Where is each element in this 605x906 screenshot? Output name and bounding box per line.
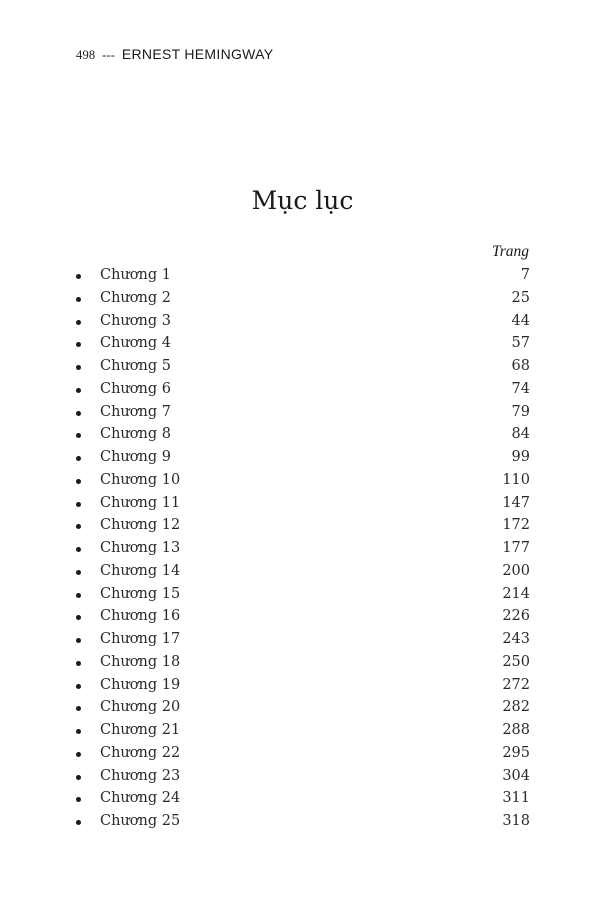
toc-entry-page: 74 <box>511 380 530 397</box>
toc-entry-page: 79 <box>511 403 530 420</box>
toc-entry-page: 68 <box>511 358 530 374</box>
bullet-icon <box>76 320 81 325</box>
bullet-icon <box>76 297 81 302</box>
toc-entry-label: Chương 4 <box>100 335 171 352</box>
toc-entry-label: Chương 20 <box>100 699 181 716</box>
bullet-icon <box>76 433 81 438</box>
toc-entry-label: Chương 18 <box>100 653 181 670</box>
running-head <box>76 46 273 64</box>
bullet-icon <box>76 775 81 780</box>
toc-entry[interactable] <box>76 674 530 697</box>
toc-entry[interactable] <box>76 514 530 537</box>
toc-entry[interactable] <box>76 355 530 378</box>
bullet-icon <box>76 524 81 529</box>
toc-entry[interactable] <box>76 378 530 401</box>
bullet-icon <box>76 615 81 620</box>
toc-title: Mục lục <box>251 186 354 215</box>
toc-entry-label: Chương 15 <box>100 585 181 602</box>
toc-entry[interactable] <box>76 310 530 333</box>
bullet-icon <box>76 729 81 734</box>
toc-entry-page: 200 <box>502 562 530 579</box>
bullet-icon <box>76 593 81 598</box>
bullet-icon <box>76 684 81 689</box>
toc-entry-label: Chương 14 <box>100 562 181 579</box>
toc-entry[interactable] <box>76 651 530 674</box>
toc-entry-page: 172 <box>502 517 530 534</box>
toc-entry-label: Chương 1 <box>100 267 171 283</box>
toc-entry-page: 57 <box>511 335 530 352</box>
toc-entry[interactable] <box>76 401 530 424</box>
bullet-icon <box>76 706 81 711</box>
toc-entry[interactable] <box>76 742 530 765</box>
toc-entry[interactable] <box>76 537 530 560</box>
toc-entry[interactable] <box>76 492 530 515</box>
toc-entry[interactable] <box>76 332 530 355</box>
toc-entry[interactable] <box>76 264 530 287</box>
toc-entry-page: 282 <box>502 699 530 716</box>
toc-entry-page: 25 <box>511 289 530 306</box>
toc-entry-page: 147 <box>502 494 530 511</box>
toc-entry-label: Chương 21 <box>100 722 181 738</box>
toc-entry-page: 44 <box>511 312 530 329</box>
bullet-icon <box>76 411 81 416</box>
toc-entry-label: Chương 11 <box>100 494 181 511</box>
toc-entry-page: 272 <box>502 676 530 693</box>
toc-entry-label: Chương 22 <box>100 744 181 761</box>
toc-entry-page: 177 <box>502 540 530 556</box>
toc-entry-page: 304 <box>502 767 530 784</box>
toc-entry-page: 84 <box>511 426 530 443</box>
bullet-icon <box>76 752 81 757</box>
toc-entry[interactable] <box>76 446 530 469</box>
toc-entry-label: Chương 10 <box>100 471 181 488</box>
toc-entry-page: 243 <box>502 631 530 647</box>
toc-entry[interactable] <box>76 696 530 719</box>
page-number: 498 <box>76 48 96 62</box>
toc-entry-page: 288 <box>502 722 530 738</box>
bullet-icon <box>76 820 81 825</box>
bullet-icon <box>76 479 81 484</box>
toc-entry[interactable] <box>76 605 530 628</box>
bullet-icon <box>76 456 81 461</box>
toc-entry-label: Chương 5 <box>100 358 171 374</box>
toc-entry-label: Chương 16 <box>100 608 181 625</box>
bullet-icon <box>76 342 81 347</box>
toc-entry-label: Chương 8 <box>100 426 171 443</box>
bullet-icon <box>76 365 81 370</box>
toc-entry-label: Chương 23 <box>100 767 181 784</box>
bullet-icon <box>76 502 81 507</box>
toc-entry-page: 99 <box>511 449 530 465</box>
bullet-icon <box>76 274 81 279</box>
toc-entry-label: Chương 13 <box>100 540 181 556</box>
toc-entry[interactable] <box>76 423 530 446</box>
toc-entry-page: 250 <box>502 653 530 670</box>
toc-list <box>76 264 530 833</box>
toc-entry-label: Chương 9 <box>100 449 171 465</box>
toc-entry-label: Chương 17 <box>100 631 181 647</box>
toc-entry-page: 7 <box>520 267 530 283</box>
bullet-icon <box>76 661 81 666</box>
toc-entry[interactable] <box>76 765 530 788</box>
toc-entry[interactable] <box>76 560 530 583</box>
toc-entry-label: Chương 25 <box>100 813 181 829</box>
author-name: ERNEST HEMINGWAY <box>121 46 274 62</box>
toc-entry[interactable] <box>76 628 530 651</box>
toc-entry-page: 318 <box>502 813 530 829</box>
toc-entry[interactable] <box>76 719 530 742</box>
bullet-icon <box>76 547 81 552</box>
toc-entry-label: Chương 12 <box>100 517 181 534</box>
bullet-icon <box>76 388 81 393</box>
toc-entry-label: Chương 6 <box>100 380 171 397</box>
bullet-icon <box>76 638 81 643</box>
toc-entry-label: Chương 2 <box>100 289 171 306</box>
toc-entry-label: Chương 7 <box>100 403 171 420</box>
toc-entry-label: Chương 19 <box>100 676 181 693</box>
bullet-icon <box>76 797 81 802</box>
page-column-label: Trang <box>491 243 529 260</box>
toc-entry-page: 311 <box>502 790 530 807</box>
toc-entry[interactable] <box>76 469 530 492</box>
toc-entry-page: 214 <box>502 585 530 602</box>
toc-entry[interactable] <box>76 810 530 833</box>
toc-entry-label: Chương 3 <box>100 312 171 329</box>
toc-entry[interactable] <box>76 287 530 310</box>
toc-entry-page: 110 <box>502 471 530 488</box>
toc-entry-page: 226 <box>502 608 530 625</box>
bullet-icon <box>76 570 81 575</box>
toc-entry[interactable] <box>76 787 530 810</box>
toc-entry-page: 295 <box>502 744 530 761</box>
toc-entry[interactable] <box>76 583 530 606</box>
toc-entry-label: Chương 24 <box>100 790 181 807</box>
running-head-separator: --- <box>102 48 116 62</box>
